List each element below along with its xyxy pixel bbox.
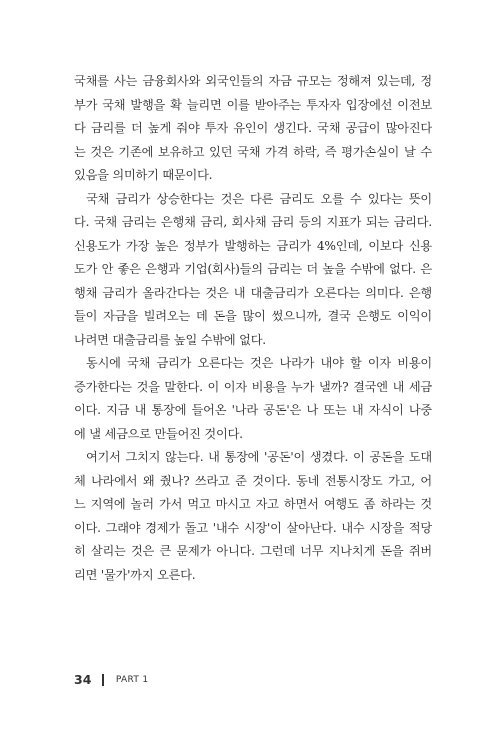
paragraph — [74, 70, 432, 188]
text-line: 에 낼 세금으로 만들어진 것이다. — [74, 426, 243, 441]
paragraph — [74, 352, 432, 446]
paragraph — [74, 188, 432, 353]
text-line: 리면 '물가'까지 오른다. — [74, 567, 196, 582]
text-line: 국채를 사는 금융회사와 외국인들의 자금 규모는 정해져 있는데, 정 — [74, 74, 432, 88]
text-line: 느 지역에 놀러 가서 먹고 마시고 자고 하면서 여행도 좀 하라는 것 — [74, 497, 432, 511]
page-number: 34 — [74, 672, 92, 687]
text-line: 나려면 대출금리를 높일 수밖에 없다. — [74, 332, 266, 347]
text-line: 국채 금리가 상승한다는 것은 다른 금리도 오를 수 있다는 뜻이 — [86, 191, 432, 206]
text-line: 는 것은 기존에 보유하고 있던 국채 가격 하락, 즉 평가손실이 날 수 — [74, 144, 432, 159]
text-line: 증가한다는 것을 말한다. 이 이자 비용을 누가 낼까? 결국엔 내 세금 — [74, 379, 432, 394]
text-line: 부가 국채 발행을 확 늘리면 이를 받아주는 투자자 입장에선 이전보 — [74, 97, 432, 112]
text-line: 체 나라에서 왜 줬나? 쓰라고 준 것이다. 동네 전통시장도 가고, 어 — [74, 473, 432, 488]
text-line: 히 살리는 것은 큰 문제가 아니다. 그런데 너무 지나치게 돈을 쥐버 — [74, 544, 432, 558]
text-line: 여기서 그치지 않는다. 내 통장에 '공돈'이 생겼다. 이 공돈을 도대 — [86, 450, 432, 464]
text-line: 다. 국채 금리는 은행채 금리, 회사채 금리 등의 지표가 되는 금리다. — [74, 215, 432, 229]
text-line: 다 금리를 더 높게 줘야 투자 유인이 생긴다. 국채 공급이 많아진다 — [74, 121, 432, 135]
paragraph — [74, 446, 432, 587]
page-footer — [74, 672, 148, 687]
body-text — [74, 70, 432, 587]
part-label: PART 1 — [115, 674, 149, 685]
text-line: 들이 자금을 빌려오는 데 돈을 많이 썼으니까, 결국 은행도 이익이 — [74, 309, 432, 323]
footer-separator — [102, 674, 104, 686]
text-line: 이다. 그래야 경제가 돌고 '내수 시장'이 살아난다. 내수 시장을 적당 — [74, 520, 432, 535]
text-line: 신용도가 가장 높은 정부가 발행하는 금리가 4%인데, 이보다 신용 — [74, 238, 432, 253]
text-line: 동시에 국채 금리가 오른다는 것은 나라가 내야 할 이자 비용이 — [86, 356, 432, 370]
text-line: 있음을 의미하기 때문이다. — [74, 168, 213, 182]
text-line: 이다. 지금 내 통장에 들어온 '나라 공돈'은 나 또는 내 자식이 나중 — [74, 403, 432, 417]
text-line: 행채 금리가 올라간다는 것은 내 대출금리가 오른다는 의미다. 은행 — [74, 285, 432, 300]
text-line: 도가 안 좋은 은행과 기업(회사)들의 금리는 더 높을 수밖에 없다. 은 — [74, 262, 432, 276]
